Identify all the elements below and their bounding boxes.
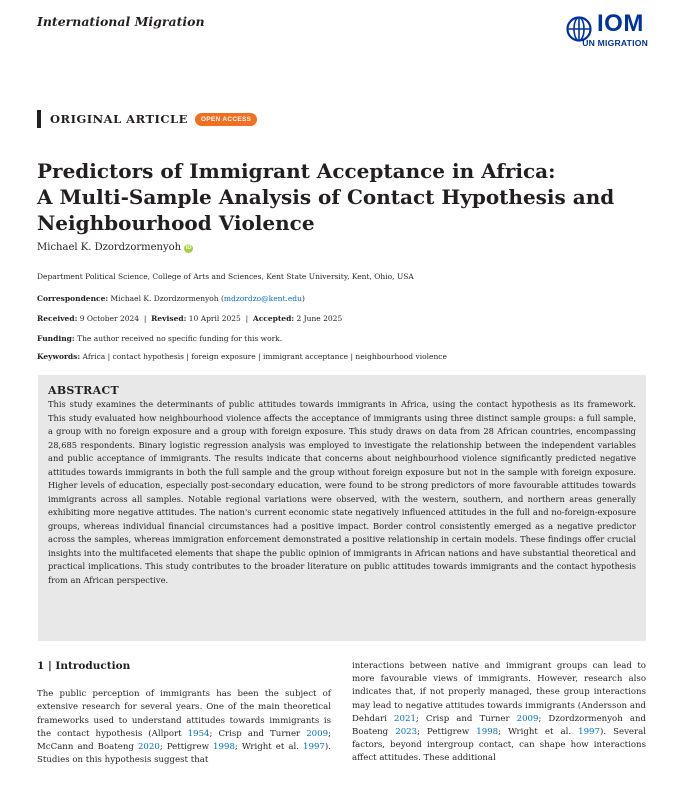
citation-link[interactable]: 2021 <box>394 713 416 724</box>
title-line: Neighbourhood Violence <box>37 211 315 235</box>
affiliation: Department Political Science, College of Arts and Sciences, Kent State University, Kent, Ohio, USA <box>37 272 414 281</box>
article-type-label: ORIGINAL ARTICLE <box>50 112 188 126</box>
keywords-label: Keywords: <box>37 352 81 361</box>
citation-link[interactable]: 2020 <box>137 742 160 753</box>
title-line: A Multi-Sample Analysis of Contact Hypothesis and <box>37 185 615 209</box>
correspondence-name: Michael K. Dzordzormenyoh ( <box>110 294 224 303</box>
citation-link[interactable]: 1997 <box>303 742 325 753</box>
logo-wordmark: IOM <box>597 10 644 37</box>
label-bar <box>37 110 41 128</box>
intro-column-right <box>352 660 646 766</box>
abstract-heading: ABSTRACT <box>48 384 119 397</box>
date-separator: | <box>245 314 249 323</box>
intro-column-left <box>37 660 331 767</box>
citation-link[interactable]: 2009 <box>306 728 329 739</box>
abstract-box <box>38 375 646 641</box>
received-label: Received: <box>37 314 78 323</box>
revised-label: Revised: <box>151 314 187 323</box>
citation-link[interactable]: 1954 <box>187 728 210 739</box>
citation-link[interactable]: 1998 <box>213 742 235 753</box>
section-heading: 1 | Introduction <box>37 660 131 672</box>
dates-line <box>37 314 342 323</box>
revised-date: 10 April 2025 <box>188 314 241 323</box>
funding-label: Funding: <box>37 334 75 343</box>
author-line <box>37 242 193 253</box>
orcid-icon[interactable]: iD <box>185 245 192 251</box>
article-title <box>37 158 637 236</box>
abstract-text: This study examines the determinants of public attitudes towards immigrants in Africa, using the contact hypothesis as its framework. This study evaluated how neighbourhood violence affects the acceptance of immigrants using three distinct sample groups: a full sample, a group with no foreign exposure and a group with foreign exposure. This study draws on data from 28 African countries, encompassing 28,685 respondents. Binary logistic regression analysis was employed to investigate the relationship between the independent variables and public acceptance of immigrants. The results indicate that concerns about neighbourhood violence significantly predicted negative attitudes towards immigrants in both the full sample and the group without foreign exposure but not in the sample with foreign exposure. Higher levels of education, especially post-secondary education, were found to be strong predictors of more favourable attitudes towards immigrants across all samples. Notable regional variations were observed, with the western, southern, and northern areas generally exhibiting more negative attitudes. The nation's current economic state negatively influenced attitudes in the full and no-foreign-exposure groups, whereas individual financial circumstances had a positive impact. Border control consistently emerged as a negative predictor across the samples, whereas immigration enforcement demonstrated a positive relationship in certain models. These findings offer crucial insights into the multifaceted elements that shape the public opinion of immigrants in African nations and have substantial theoretical and practical implications. This study contributes to the broader literature on public attitudes towards immigrants and the contact hypothesis from an African perspective. <box>48 399 636 585</box>
accepted-date: 2 June 2025 <box>296 314 343 323</box>
author-name[interactable]: Michael K. Dzordzormenyoh <box>37 242 182 253</box>
logo-subtitle: UN MIGRATION <box>582 38 648 48</box>
title-line: Predictors of Immigrant Acceptance in Africa: <box>37 159 556 183</box>
keywords-line <box>37 352 447 361</box>
funding-text: The author received no specific funding for this work. <box>77 334 283 343</box>
received-date: 9 October 2024 <box>79 314 140 323</box>
date-separator: | <box>143 314 147 323</box>
intro-paragraph: The public perception of immigrants has been the subject of extensive research for several years. One of the main theoretical frameworks used to understand attitudes towards immigrants is the contact hypothesis (Allport 1954; Crisp and Turner 2009; McCann and Boateng 2020; Pettigrew 1998; Wright et al. 1997). Studies on this hypothesis suggest that <box>37 689 331 766</box>
iom-logo <box>566 10 648 50</box>
correspondence-label: Correspondence: <box>37 294 109 303</box>
citation-link[interactable]: 1998 <box>476 727 499 738</box>
citation-link[interactable]: 2009 <box>516 713 539 724</box>
correspondence <box>37 294 305 303</box>
correspondence-close: ) <box>301 294 305 303</box>
correspondence-email-link[interactable]: mdzordzo@kent.edu <box>223 294 302 303</box>
article-type-row <box>37 110 257 128</box>
citation-link[interactable]: 2023 <box>395 727 418 738</box>
keywords-text: Africa | contact hypothesis | foreign exposure | immigrant acceptance | neighbourhood violence <box>82 352 447 361</box>
journal-title: International Migration <box>37 14 205 29</box>
accepted-label: Accepted: <box>252 314 295 323</box>
intro-paragraph-continued: interactions between native and immigrant groups can lead to more favourable views of immigrants. However, research also indicates that, if not properly managed, these group interactions may lead to negative attitudes towards immigrants (Andersson and Dehdari 2021; Crisp and Turner 2009; Dzordzormenyoh and Boateng 2023; Pettigrew 1998; Wright et al. 1997). Several factors, beyond intergroup contact, can shape how interactions affect attitudes. These additional <box>352 661 646 764</box>
funding-line <box>37 334 282 343</box>
citation-link[interactable]: 1997 <box>578 727 600 738</box>
open-access-badge: OPEN ACCESS <box>195 113 257 126</box>
